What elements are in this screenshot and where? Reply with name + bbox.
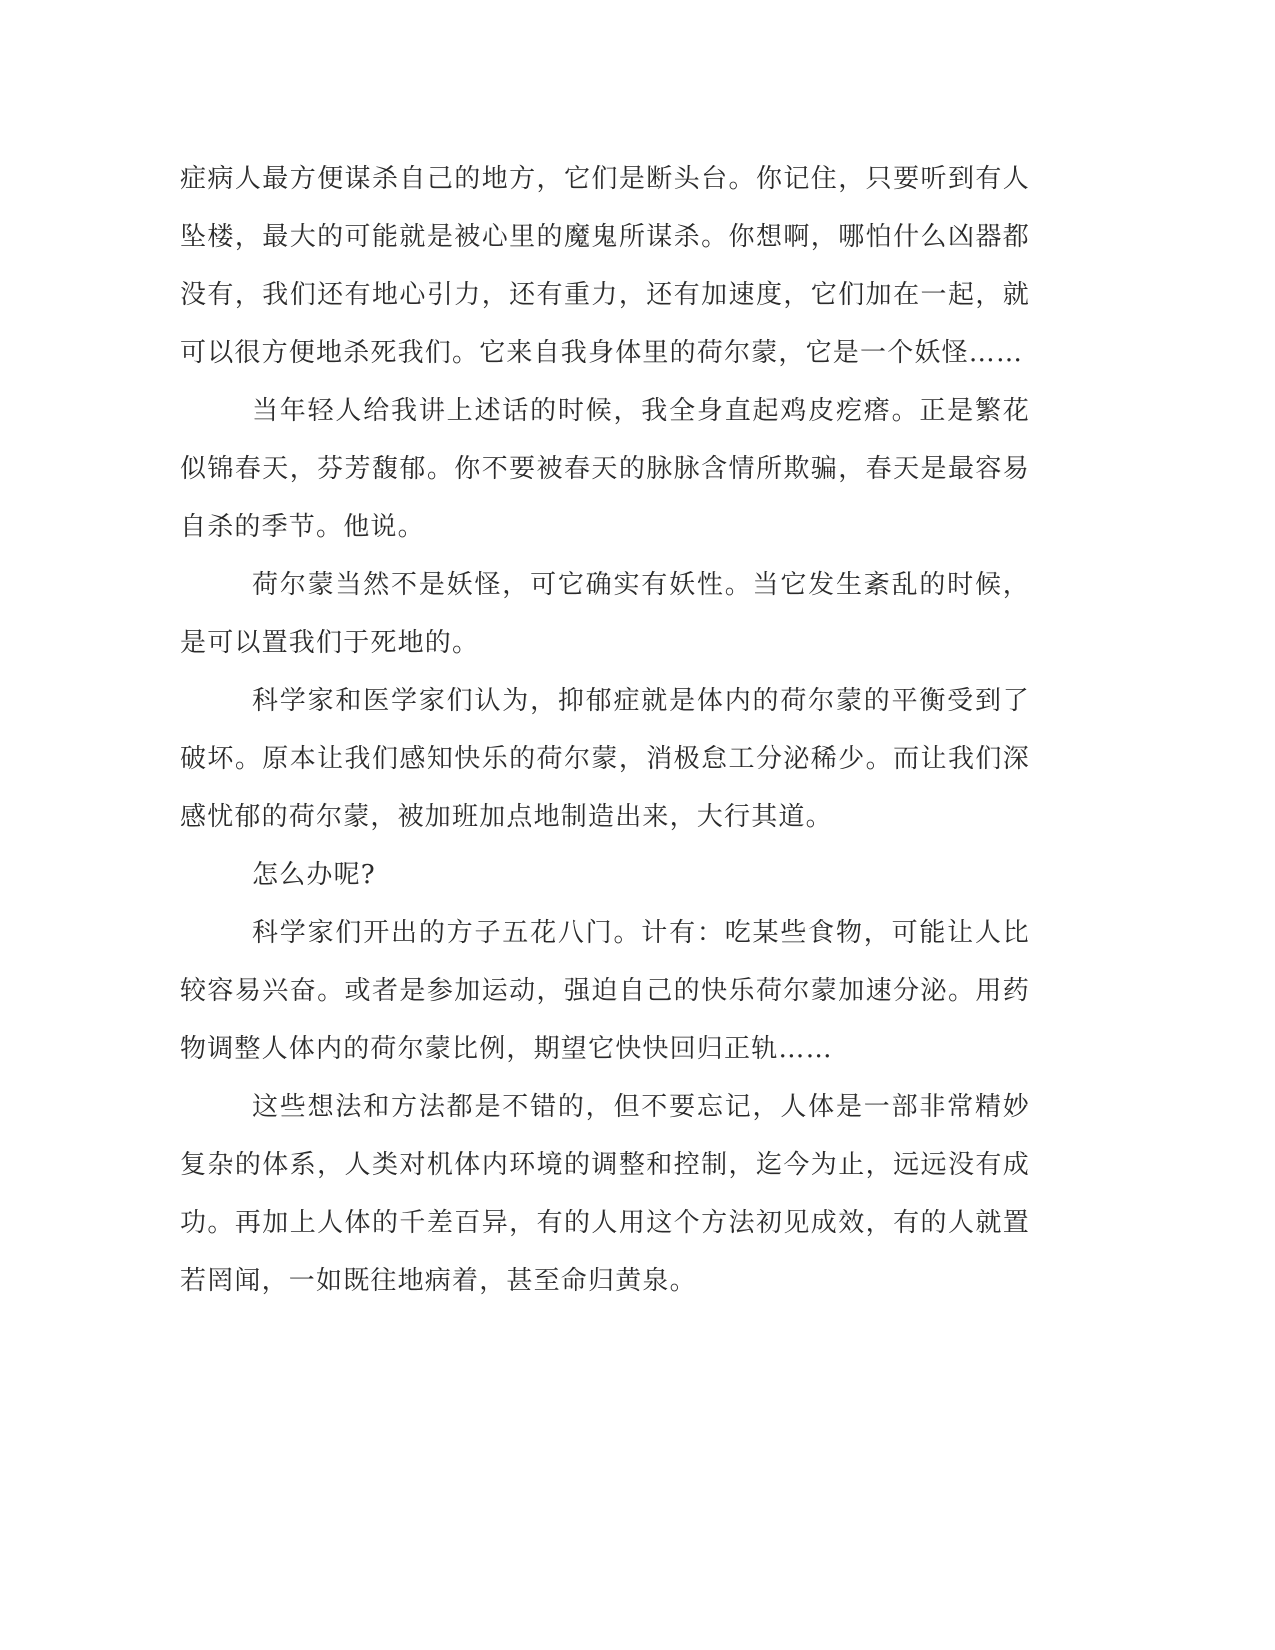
paragraph-5: 怎么办呢?: [252, 860, 376, 890]
document-page: [180, 150, 1030, 1310]
paragraph-1: 症病人最方便谋杀自己的地方，它们是断头台。你记住，只要听到有人坠楼，最大的可能就是被心里的魔鬼所谋杀。你想啊，哪怕什么凶器都没有，我们还有地心引力，还有重力，还有加速度，它们加在一起，就可以很方便地杀死我们。它来自我身体里的荷尔蒙，它是一个妖怪……: [180, 164, 1030, 368]
paragraph-4: 科学家和医学家们认为，抑郁症就是体内的荷尔蒙的平衡受到了破坏。原本让我们感知快乐的荷尔蒙，消极怠工分泌稀少。而让我们深感忧郁的荷尔蒙，被加班加点地制造出来，大行其道。: [180, 686, 1030, 832]
paragraph-2: 当年轻人给我讲上述话的时候，我全身直起鸡皮疙瘩。正是繁花似锦春天，芬芳馥郁。你不要被春天的脉脉含情所欺骗，春天是最容易自杀的季节。他说。: [180, 396, 1030, 542]
paragraph-3: 荷尔蒙当然不是妖怪，可它确实有妖性。当它发生紊乱的时候，是可以置我们于死地的。: [180, 570, 1030, 658]
paragraph-6: 科学家们开出的方子五花八门。计有：吃某些食物，可能让人比较容易兴奋。或者是参加运动，强迫自己的快乐荷尔蒙加速分泌。用药物调整人体内的荷尔蒙比例，期望它快快回归正轨……: [180, 918, 1030, 1064]
paragraph-7: 这些想法和方法都是不错的，但不要忘记，人体是一部非常精妙复杂的体系，人类对机体内环境的调整和控制，迄今为止，远远没有成功。再加上人体的千差百异，有的人用这个方法初见成效，有的人就置若罔闻，一如既往地病着，甚至命归黄泉。: [180, 1092, 1030, 1296]
